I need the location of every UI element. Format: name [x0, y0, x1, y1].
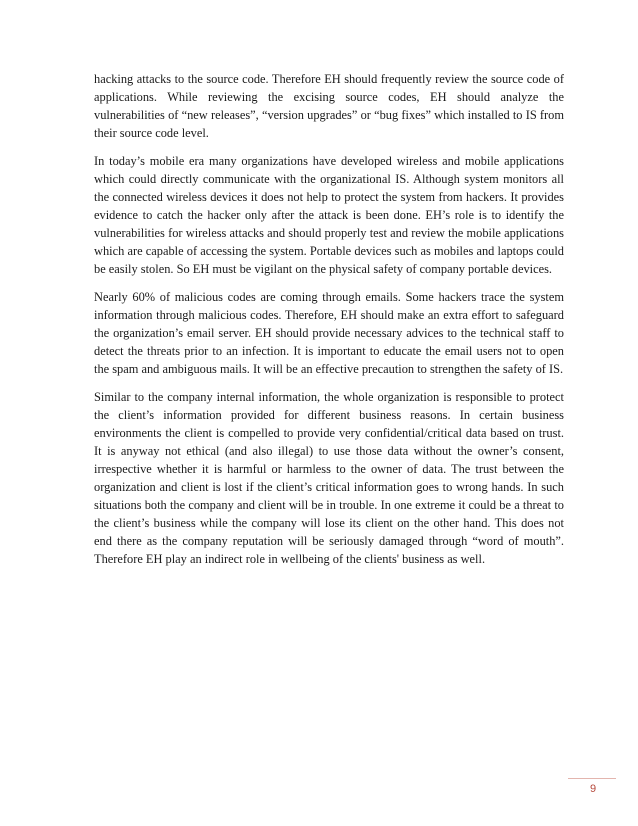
paragraph-client-information: Similar to the company internal information, the whole organization is responsible to protect the client’s information provided for different business reasons. In certain business environments the client is compelled to provide very confidential/critical data based on trust. It is anyway not ethical (and also illegal) to use those data without the owner’s consent, irrespective whether it is harmful or harmless to the owner of data. The trust between the organization and client is lost if the client’s critical information goes to wrong hands. In such situations both the company and client will be in trouble. In one extreme it could be a threat to the client’s business while the company will lose its client on the other hand. This does not end there as the company reputation will be seriously damaged through “word of mouth”. Therefore EH play an indirect role in wellbeing of the clients' business as well.	[94, 390, 564, 566]
paragraph-malicious-emails: Nearly 60% of malicious codes are coming through emails. Some hackers trace the system information through malicious codes. Therefore, EH should make an extra effort to safeguard the organization’s email server. EH should provide necessary advices to the technical staff to detect the threats prior to an infection. It is important to educate the email users not to open the spam and ambiguous mails. It will be an effective precaution to strengthen the safety of IS.	[94, 290, 564, 376]
footer-divider	[568, 778, 616, 779]
page-number: 9	[590, 783, 597, 795]
paragraph-mobile-applications: In today’s mobile era many organizations have developed wireless and mobile applications which could directly communicate with the organizational IS. Although system monitors all the connected wireless devices it does not help to protect the system from hackers. It provides evidence to catch the hacker only after the attack is been done. EH’s role is to identify the vulnerabilities for wireless attacks and should properly test and review the mobile applications which are capable of accessing the system. Portable devices such as mobiles and laptops could be easily stolen. So EH must be vigilant on the physical safety of company portable devices.	[94, 154, 564, 276]
body-text	[94, 70, 564, 578]
paragraph-source-code-review: hacking attacks to the source code. Therefore EH should frequently review the source code of applications. While reviewing the excising source codes, EH should analyze the vulnerabilities of “new releases”, “version upgrades” or “bug fixes” which installed to IS from their source code level.	[94, 72, 564, 140]
